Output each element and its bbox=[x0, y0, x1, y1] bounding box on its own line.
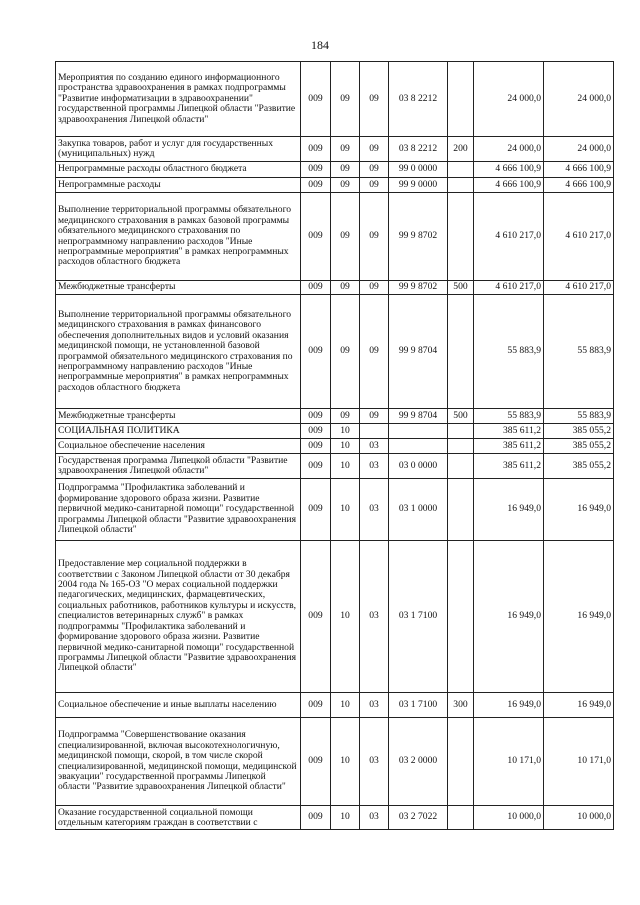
section-code: 09 bbox=[331, 409, 360, 424]
row-name: СОЦИАЛЬНАЯ ПОЛИТИКА bbox=[56, 424, 301, 439]
amount-1: 10 171,0 bbox=[474, 718, 544, 806]
section-code: 10 bbox=[331, 424, 360, 439]
subsection-code: 09 bbox=[360, 137, 389, 162]
target-article-code: 99 9 8704 bbox=[389, 409, 448, 424]
expense-type-code bbox=[448, 479, 474, 541]
table-row bbox=[56, 479, 614, 541]
amount-2: 385 055,2 bbox=[544, 424, 614, 439]
table-row bbox=[56, 806, 614, 830]
row-name: Выполнение территориальной программы обязательного медицинского страхования в рамках базовой программы обязательного медицинского страхования по непрограммному направлению расходов "Иные непрограммные мероприятия" в рамках непрограммных расходов областного бюджета bbox=[56, 193, 301, 281]
ved-code: 009 bbox=[301, 409, 331, 424]
ved-code: 009 bbox=[301, 439, 331, 454]
amount-2: 55 883,9 bbox=[544, 295, 614, 409]
table-row bbox=[56, 178, 614, 193]
table-row bbox=[56, 409, 614, 424]
expense-type-code bbox=[448, 806, 474, 830]
section-code: 09 bbox=[331, 137, 360, 162]
amount-2: 385 055,2 bbox=[544, 454, 614, 479]
ved-code: 009 bbox=[301, 718, 331, 806]
amount-2: 16 949,0 bbox=[544, 479, 614, 541]
target-article-code bbox=[389, 439, 448, 454]
table-row bbox=[56, 439, 614, 454]
row-name-text: Оказание государственной социальной помощи отдельным категориям граждан в соответствии с bbox=[58, 807, 258, 828]
amount-2: 4 666 100,9 bbox=[544, 178, 614, 193]
amount-2: 55 883,9 bbox=[544, 409, 614, 424]
ved-code: 009 bbox=[301, 295, 331, 409]
ved-code: 009 bbox=[301, 178, 331, 193]
section-code: 10 bbox=[331, 479, 360, 541]
target-article-code: 03 1 7100 bbox=[389, 693, 448, 718]
section-code: 10 bbox=[331, 693, 360, 718]
row-name bbox=[56, 806, 301, 830]
amount-1: 55 883,9 bbox=[474, 409, 544, 424]
amount-2: 16 949,0 bbox=[544, 693, 614, 718]
row-name: Закупка товаров, работ и услуг для государственных (муниципальных) нужд bbox=[56, 137, 301, 162]
expense-type-code bbox=[448, 424, 474, 439]
amount-1: 385 611,2 bbox=[474, 424, 544, 439]
subsection-code: 03 bbox=[360, 718, 389, 806]
target-article-code: 03 1 0000 bbox=[389, 479, 448, 541]
amount-1: 24 000,0 bbox=[474, 137, 544, 162]
row-name: Непрограммные расходы областного бюджета bbox=[56, 162, 301, 178]
amount-1: 24 000,0 bbox=[474, 62, 544, 137]
ved-code: 009 bbox=[301, 162, 331, 178]
section-code: 09 bbox=[331, 62, 360, 137]
ved-code: 009 bbox=[301, 137, 331, 162]
ved-code: 009 bbox=[301, 479, 331, 541]
subsection-code: 03 bbox=[360, 479, 389, 541]
row-name: Социальное обеспечение населения bbox=[56, 439, 301, 454]
amount-1: 16 949,0 bbox=[474, 541, 544, 693]
subsection-code: 09 bbox=[360, 409, 389, 424]
target-article-code: 03 2 7022 bbox=[389, 806, 448, 830]
row-name: Подпрограмма "Совершенствование оказания специализированной, включая высокотехнологичную, медицинской помощи, скорой, в том числе скорой специализированной, медицинской помощи, медицинской эвакуации" государственной программы Липецкой области "Развитие здравоохранения Липецкой области" bbox=[56, 718, 301, 806]
row-name: Предоставление мер социальной поддержки в соответствии с Законом Липецкой области от 30 декабря 2004 года № 165-ОЗ "О мерах социальной поддержки педагогических, медицинских, фармацевтических, социальных работников, работников культуры и искусств, специалистов ветеринарных служб" в рамках подпрограммы "Профилактика заболеваний и формирование здорового образа жизни. Развитие первичной медико-санитарной помощи" государственной программы Липецкой области "Развитие здравоохранения Липецкой области" bbox=[56, 541, 301, 693]
amount-2: 24 000,0 bbox=[544, 137, 614, 162]
expense-type-code bbox=[448, 162, 474, 178]
target-article-code: 03 8 2212 bbox=[389, 62, 448, 137]
section-code: 09 bbox=[331, 295, 360, 409]
target-article-code: 99 9 8702 bbox=[389, 281, 448, 295]
section-code: 10 bbox=[331, 541, 360, 693]
amount-1: 4 610 217,0 bbox=[474, 281, 544, 295]
amount-1: 10 000,0 bbox=[474, 806, 544, 830]
table-row bbox=[56, 295, 614, 409]
section-code: 10 bbox=[331, 806, 360, 830]
target-article-code: 99 9 8704 bbox=[389, 295, 448, 409]
subsection-code: 03 bbox=[360, 806, 389, 830]
section-code: 09 bbox=[331, 193, 360, 281]
amount-1: 4 666 100,9 bbox=[474, 162, 544, 178]
amount-2: 385 055,2 bbox=[544, 439, 614, 454]
section-code: 09 bbox=[331, 162, 360, 178]
ved-code: 009 bbox=[301, 281, 331, 295]
subsection-code: 09 bbox=[360, 193, 389, 281]
expense-type-code bbox=[448, 439, 474, 454]
subsection-code: 09 bbox=[360, 178, 389, 193]
expense-type-code: 300 bbox=[448, 693, 474, 718]
amount-2: 24 000,0 bbox=[544, 62, 614, 137]
ved-code: 009 bbox=[301, 806, 331, 830]
target-article-code: 03 8 2212 bbox=[389, 137, 448, 162]
ved-code: 009 bbox=[301, 424, 331, 439]
target-article-code bbox=[389, 424, 448, 439]
ved-code: 009 bbox=[301, 541, 331, 693]
subsection-code bbox=[360, 424, 389, 439]
subsection-code: 09 bbox=[360, 162, 389, 178]
amount-1: 385 611,2 bbox=[474, 439, 544, 454]
table-row bbox=[56, 718, 614, 806]
expense-type-code bbox=[448, 178, 474, 193]
amount-1: 4 610 217,0 bbox=[474, 193, 544, 281]
target-article-code: 99 9 0000 bbox=[389, 178, 448, 193]
page-number: 184 bbox=[311, 38, 329, 52]
subsection-code: 09 bbox=[360, 281, 389, 295]
table-row bbox=[56, 62, 614, 137]
ved-code: 009 bbox=[301, 454, 331, 479]
table-row bbox=[56, 541, 614, 693]
table-row bbox=[56, 137, 614, 162]
amount-2: 4 610 217,0 bbox=[544, 281, 614, 295]
row-name: Межбюджетные трансферты bbox=[56, 409, 301, 424]
row-name: Мероприятия по созданию единого информационного пространства здравоохранения в рамках подпрограммы "Развитие информатизации в здравоохранении" государственной программы Липецкой области "Развитие здравоохранения Липецкой области" bbox=[56, 62, 301, 137]
table-row bbox=[56, 162, 614, 178]
amount-2: 10 000,0 bbox=[544, 806, 614, 830]
row-name: Государственая программа Липецкой области "Развитие здравоохранения Липецкой области" bbox=[56, 454, 301, 479]
expense-type-code: 200 bbox=[448, 137, 474, 162]
expense-type-code: 500 bbox=[448, 409, 474, 424]
row-name: Подпрограмма "Профилактика заболеваний и формирование здорового образа жизни. Развитие первичной медико-санитарной помощи" государственной программы Липецкой области "Развитие здравоохранения Липецкой области" bbox=[56, 479, 301, 541]
table-row bbox=[56, 281, 614, 295]
target-article-code: 03 1 7100 bbox=[389, 541, 448, 693]
target-article-code: 99 9 8702 bbox=[389, 193, 448, 281]
target-article-code: 03 2 0000 bbox=[389, 718, 448, 806]
table-row bbox=[56, 424, 614, 439]
subsection-code: 03 bbox=[360, 439, 389, 454]
amount-2: 4 666 100,9 bbox=[544, 162, 614, 178]
target-article-code: 03 0 0000 bbox=[389, 454, 448, 479]
amount-2: 16 949,0 bbox=[544, 541, 614, 693]
amount-1: 55 883,9 bbox=[474, 295, 544, 409]
subsection-code: 09 bbox=[360, 295, 389, 409]
ved-code: 009 bbox=[301, 62, 331, 137]
row-name: Межбюджетные трансферты bbox=[56, 281, 301, 295]
amount-1: 385 611,2 bbox=[474, 454, 544, 479]
ved-code: 009 bbox=[301, 193, 331, 281]
subsection-code: 03 bbox=[360, 541, 389, 693]
expense-type-code bbox=[448, 193, 474, 281]
table-row bbox=[56, 454, 614, 479]
section-code: 10 bbox=[331, 454, 360, 479]
expense-type-code bbox=[448, 454, 474, 479]
ved-code: 009 bbox=[301, 693, 331, 718]
table-row bbox=[56, 193, 614, 281]
subsection-code: 03 bbox=[360, 454, 389, 479]
row-name: Непрограммные расходы bbox=[56, 178, 301, 193]
section-code: 10 bbox=[331, 439, 360, 454]
expense-type-code bbox=[448, 295, 474, 409]
expense-type-code: 500 bbox=[448, 281, 474, 295]
expense-type-code bbox=[448, 62, 474, 137]
amount-1: 16 949,0 bbox=[474, 693, 544, 718]
expense-type-code bbox=[448, 718, 474, 806]
section-code: 09 bbox=[331, 178, 360, 193]
section-code: 10 bbox=[331, 718, 360, 806]
budget-table bbox=[55, 61, 614, 830]
amount-1: 16 949,0 bbox=[474, 479, 544, 541]
subsection-code: 03 bbox=[360, 693, 389, 718]
section-code: 09 bbox=[331, 281, 360, 295]
row-name: Выполнение территориальной программы обязательного медицинского страхования в рамках финансового обеспечения дополнительных видов и условий оказания медицинской помощи, не установленной базовой программой обязательного медицинского страхования по непрограммному направлению расходов "Иные непрограммные мероприятия" в рамках непрограммных расходов областного бюджета bbox=[56, 295, 301, 409]
subsection-code: 09 bbox=[360, 62, 389, 137]
target-article-code: 99 0 0000 bbox=[389, 162, 448, 178]
table-row bbox=[56, 693, 614, 718]
amount-1: 4 666 100,9 bbox=[474, 178, 544, 193]
row-name: Социальное обеспечение и иные выплаты населению bbox=[56, 693, 301, 718]
amount-2: 4 610 217,0 bbox=[544, 193, 614, 281]
expense-type-code bbox=[448, 541, 474, 693]
amount-2: 10 171,0 bbox=[544, 718, 614, 806]
